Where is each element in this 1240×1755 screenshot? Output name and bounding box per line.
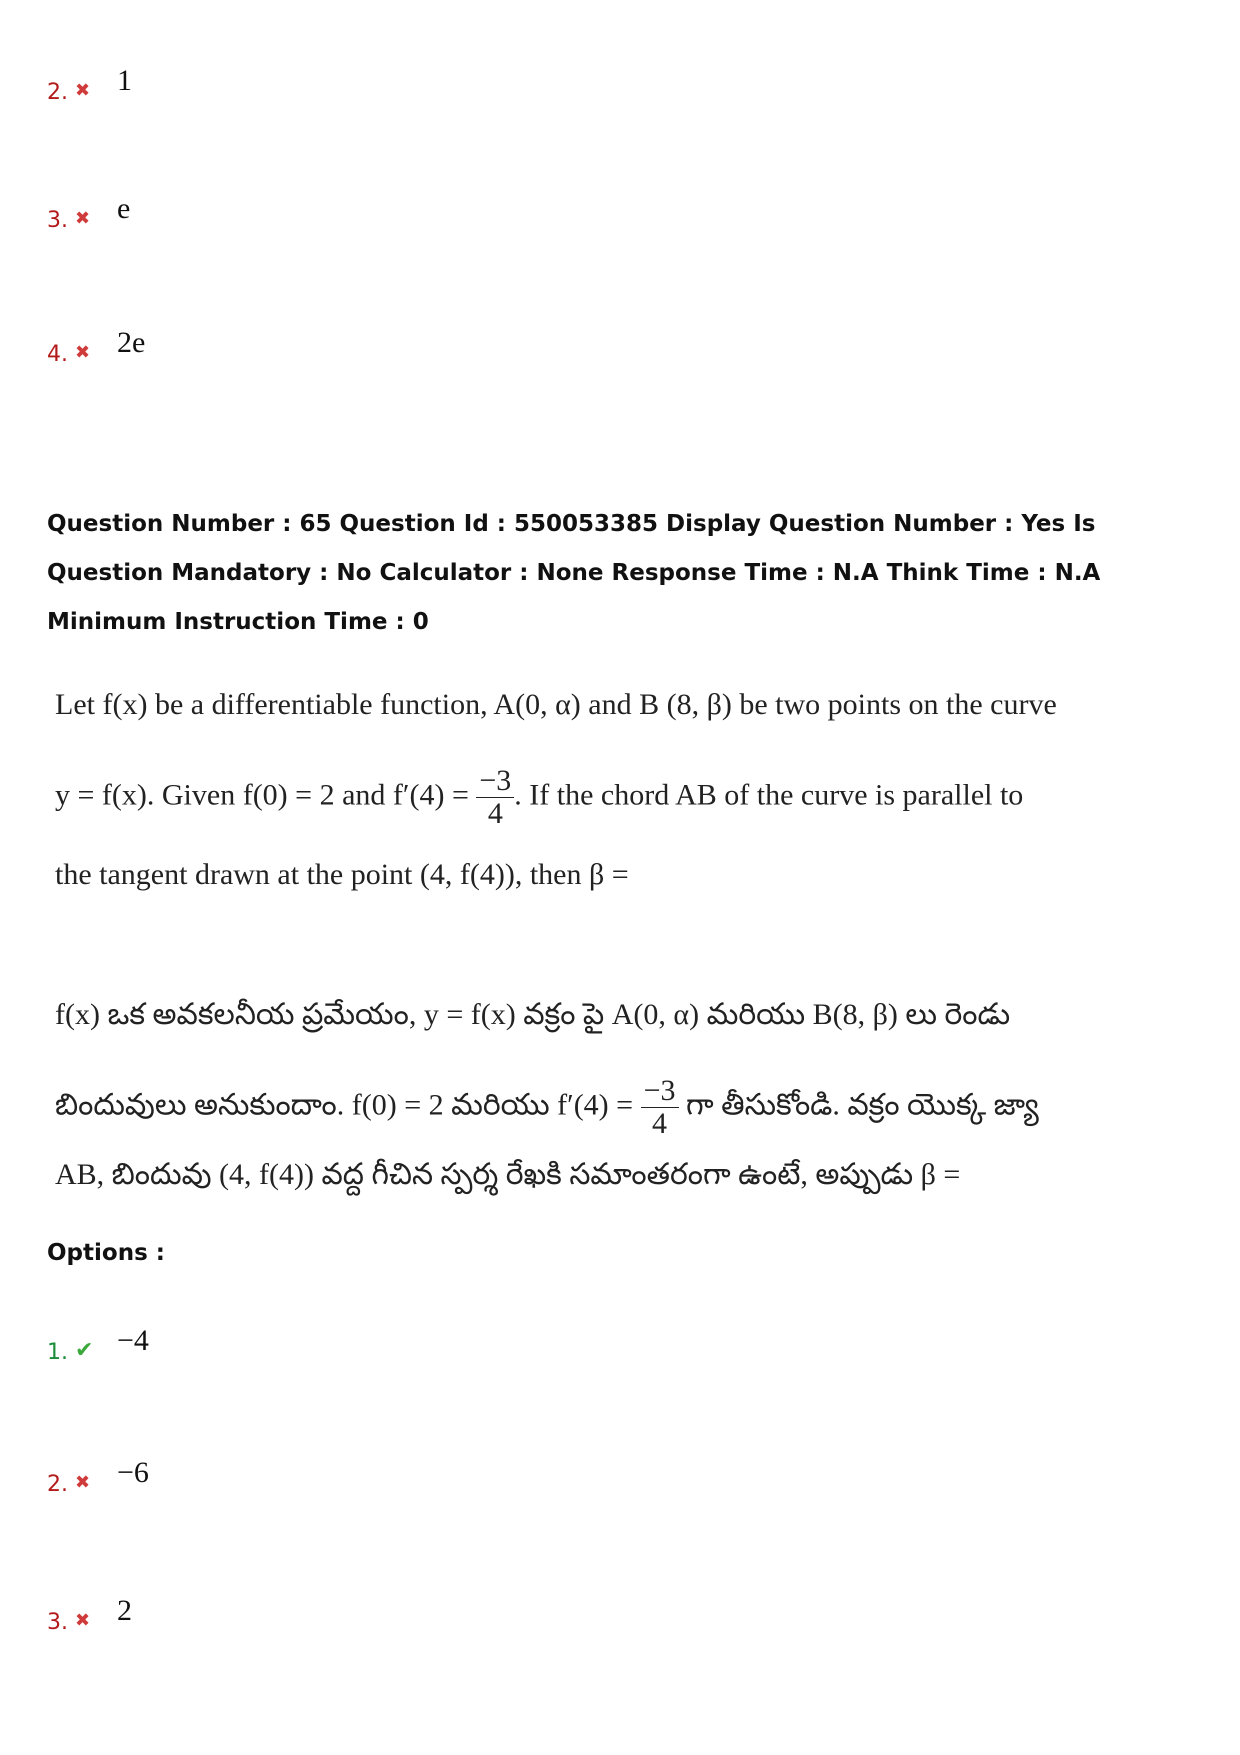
question-text: . If the chord AB of the curve is parallel to <box>514 778 1024 812</box>
option-value: 1 <box>117 64 132 97</box>
fraction <box>641 1075 679 1140</box>
fraction-denominator: 4 <box>487 797 503 830</box>
question-text: గా తీసుకోండి. వక్రం యొక్క జ్యా <box>678 1088 1039 1122</box>
question-line: Let f(x) be a differentiable function, A(0, α) and B (8, β) be two points on the curve <box>55 688 1057 721</box>
option-value: −6 <box>117 1456 149 1489</box>
options-label: Options : <box>47 1240 165 1266</box>
question-line <box>55 1074 1039 1155</box>
question-line: AB, బిందువు (4, f(4)) వద్ద గీచిన స్పర్శ రేఖకి సమాంతరంగా ఉంటే, అప్పుడు β = <box>55 1158 961 1191</box>
option-number: 4. <box>47 342 68 367</box>
question-line: f(x) ఒక అవకలనీయ ప్రమేయం, y = f(x) వక్రం పై A(0, α) మరియు B(8, β) లు రెండు <box>55 998 1011 1031</box>
option-value: 2 <box>117 1594 132 1627</box>
check-mark-icon: ✔ <box>75 1338 94 1363</box>
wrong-mark-icon: ✖ <box>75 342 91 363</box>
option-number: 3. <box>47 1610 68 1635</box>
option-2 <box>47 1456 149 1497</box>
wrong-mark-icon: ✖ <box>75 1472 91 1493</box>
question-line: the tangent drawn at the point (4, f(4)), then β = <box>55 858 629 891</box>
question-text-telugu <box>55 995 1039 1235</box>
option-value: −4 <box>117 1324 149 1357</box>
question-text: బిందువులు అనుకుందాం. f(0) = 2 మరియు f′(4) = <box>55 1088 641 1122</box>
question-metadata: Question Number : 65 Question Id : 550053385 Display Question Number : Yes Is Question Mandatory : No Calculator : None Response Time : N.A Think Time : N.A Minimum Instruction Time : 0 <box>47 511 1101 635</box>
option-value: e <box>117 192 131 225</box>
fraction-numerator: −3 <box>641 1075 679 1108</box>
option-3 <box>47 1594 132 1635</box>
prev-option-2 <box>47 64 132 105</box>
wrong-mark-icon: ✖ <box>75 1610 91 1631</box>
option-number: 3. <box>47 208 68 233</box>
option-number: 2. <box>47 80 68 105</box>
question-text-english <box>55 685 1057 945</box>
fraction-denominator: 4 <box>652 1107 668 1140</box>
fraction <box>476 765 514 830</box>
option-number: 1. <box>47 1340 68 1365</box>
question-text: y = f(x). Given f(0) = 2 and f′(4) = <box>55 778 477 812</box>
option-number: 2. <box>47 1472 68 1497</box>
prev-option-4 <box>47 326 146 367</box>
prev-option-3 <box>47 192 131 233</box>
question-line <box>55 764 1024 855</box>
wrong-mark-icon: ✖ <box>75 208 91 229</box>
option-1 <box>47 1324 149 1365</box>
option-value: 2e <box>117 326 146 359</box>
wrong-mark-icon: ✖ <box>75 80 91 101</box>
fraction-numerator: −3 <box>476 765 514 798</box>
